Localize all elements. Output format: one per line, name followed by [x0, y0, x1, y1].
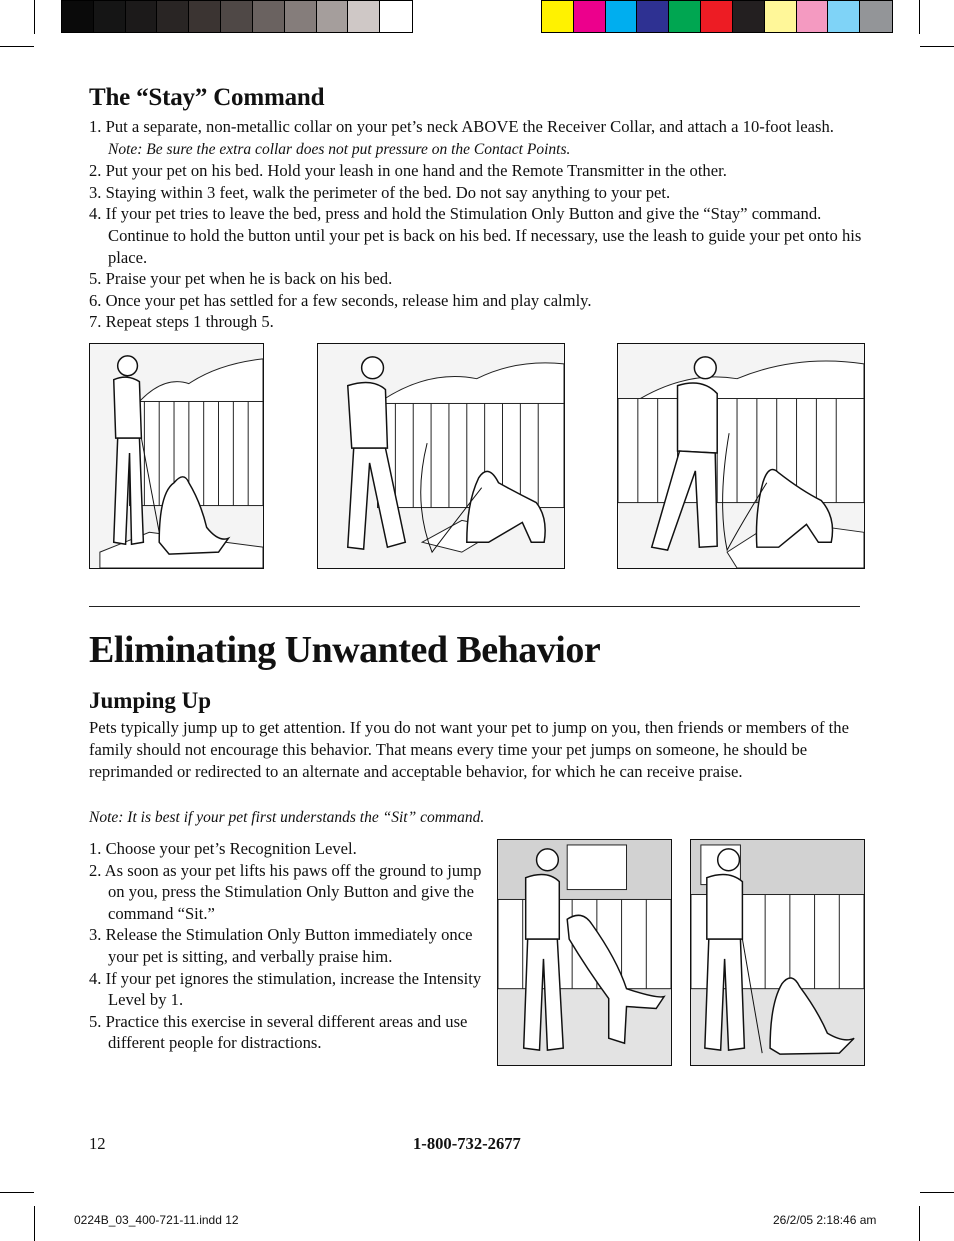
color-swatch: [733, 1, 765, 32]
color-swatch: [701, 1, 733, 32]
color-swatch: [126, 1, 158, 32]
list-item: 1. Choose your pet’s Recognition Level.: [89, 839, 357, 858]
stay-command-heading: The “Stay” Command: [89, 84, 325, 111]
color-swatch: [606, 1, 638, 32]
illustration-dog-jumping-on-man: [497, 839, 672, 1066]
crop-mark: [34, 1206, 35, 1241]
list-item: 6. Once your pet has settled for a few seconds, release him and play calmly.: [89, 290, 592, 310]
color-swatch: [157, 1, 189, 32]
list-item: 5. Praise your pet when he is back on his bed.: [89, 269, 393, 289]
crop-mark: [0, 46, 34, 47]
list-item: 7. Repeat steps 1 through 5.: [89, 312, 274, 332]
color-swatch: [860, 1, 892, 32]
illustration-man-holding-leash-dog-on-bed-3: [617, 343, 865, 569]
color-swatch: [94, 1, 126, 32]
jumping-up-paragraph: Pets typically jump up to get attention. If you do not want your pet to jump on you, then friends or members of the family should not encourage this behavior. That means every time your pet jumps on someone, he should be reprimanded or redirected to an alternate and acceptable behavior, for which he can receive praise.: [89, 718, 849, 782]
color-swatch: [189, 1, 221, 32]
jumping-up-steps-list: [89, 838, 489, 1054]
color-swatch: [765, 1, 797, 32]
color-swatch: [542, 1, 574, 32]
section-heading: Eliminating Unwanted Behavior: [89, 629, 601, 671]
file-slug: 0224B_03_400-721-11.indd 12: [74, 1213, 239, 1227]
page-number: 12: [89, 1134, 106, 1153]
list-item: 3. Staying within 3 feet, walk the perimeter of the bed. Do not say anything to your pet.: [89, 182, 671, 202]
crop-mark: [0, 1192, 34, 1193]
list-item: 4. If your pet ignores the stimulation, increase the Intensity Level by 1.: [89, 968, 482, 1010]
color-swatch: [317, 1, 349, 32]
print-timestamp: 26/2/05 2:18:46 am: [773, 1213, 877, 1227]
section-divider: [89, 606, 860, 607]
color-swatch: [348, 1, 380, 32]
grayscale-color-bar: [61, 0, 413, 33]
stay-steps-list: [89, 116, 864, 333]
color-swatch: [637, 1, 669, 32]
color-swatch: [828, 1, 860, 32]
list-item: 2. As soon as your pet lifts his paws off the ground to jump on you, press the Stimulation Only Button and give the command “Sit.”: [89, 860, 482, 923]
sit-command-note: Note: It is best if your pet first understands the “Sit” command.: [89, 809, 485, 826]
color-swatch: [380, 1, 412, 32]
crop-mark: [920, 46, 954, 47]
crop-mark: [919, 0, 920, 34]
color-swatch: [221, 1, 253, 32]
crop-mark: [919, 1206, 920, 1241]
illustration-man-walking-dog-on-bed-1: [89, 343, 264, 569]
color-swatch: [669, 1, 701, 32]
illustration-dog-sitting-by-man: [690, 839, 865, 1066]
jumping-up-heading: Jumping Up: [89, 688, 212, 713]
crop-mark: [920, 1192, 954, 1193]
color-swatch: [574, 1, 606, 32]
list-item: 5. Practice this exercise in several different areas and use different people for distractions.: [89, 1011, 468, 1053]
list-item: 2. Put your pet on his bed. Hold your leash in one hand and the Remote Transmitter in the other.: [89, 161, 727, 181]
color-swatch: [62, 1, 94, 32]
phone-number: 1-800-732-2677: [413, 1134, 521, 1153]
step-note: Note: Be sure the extra collar does not put pressure on the Contact Points.: [108, 140, 571, 158]
color-swatch: [285, 1, 317, 32]
color-swatch: [797, 1, 829, 32]
list-item: 3. Release the Stimulation Only Button immediately once your pet is sitting, and verbally praise him.: [89, 925, 473, 966]
list-item: 1. Put a separate, non-metallic collar on your pet’s neck ABOVE the Receiver Collar, and attach a 10-foot leash. Note: Be sure the extra collar does not put pressure on the Contact Points.: [89, 117, 834, 158]
color-swatch: [253, 1, 285, 32]
illustration-man-with-remote-and-dog-2: [317, 343, 565, 569]
process-color-bar: [541, 0, 893, 33]
crop-mark: [34, 0, 35, 34]
list-item: 4. If your pet tries to leave the bed, press and hold the Stimulation Only Button and give the “Stay” command. Continue to hold the button until your pet is back on his bed. If necessary, use the leash to guide your pet onto his place.: [89, 204, 862, 267]
